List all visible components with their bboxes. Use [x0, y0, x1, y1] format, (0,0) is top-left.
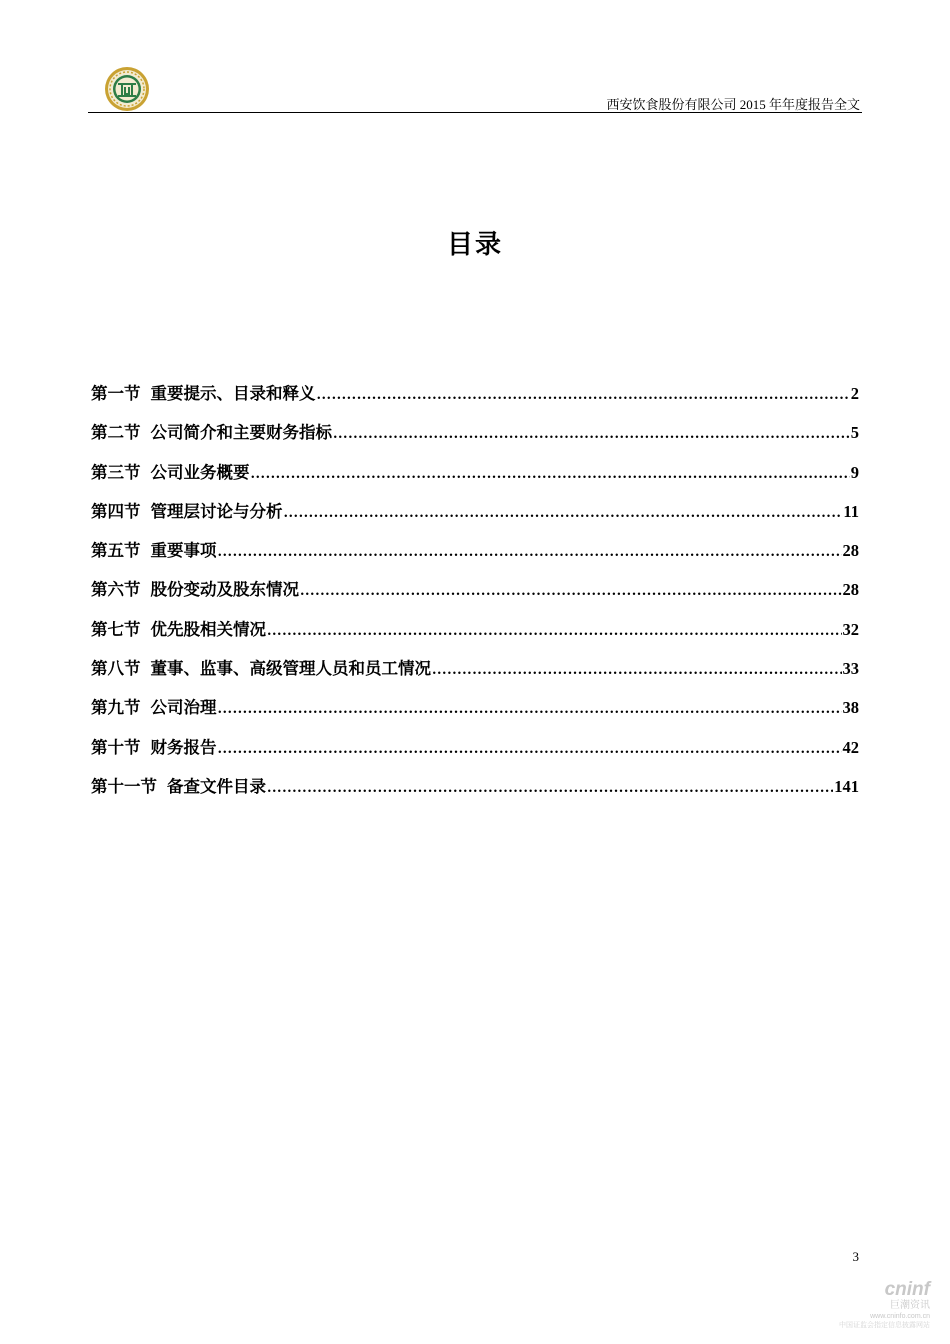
toc-section-title: 重要提示、目录和释义: [150, 384, 316, 403]
toc-dot-leader: [218, 545, 842, 560]
toc-entry[interactable]: [91, 380, 859, 419]
toc-entry[interactable]: [91, 498, 859, 537]
watermark-cn-name: 巨潮资讯: [890, 1300, 930, 1311]
watermark-url: www.cninfo.com.cn: [870, 1313, 930, 1320]
toc-entry[interactable]: [91, 734, 859, 773]
toc-section-title: 财务报告: [150, 737, 217, 757]
toc-entry[interactable]: [91, 694, 859, 733]
toc-section-number: 第四节: [91, 501, 141, 521]
toc-section-title: 公司业务概要: [150, 462, 250, 482]
toc-section-title: 公司治理: [150, 698, 217, 718]
toc-page-number: 141: [834, 776, 859, 796]
table-of-contents: [91, 380, 859, 812]
toc-section-number: 第九节: [91, 698, 141, 718]
toc-page-number: 9: [850, 462, 859, 482]
toc-dot-leader: [284, 506, 843, 521]
toc-section-number: 第八节: [91, 659, 141, 679]
toc-entry[interactable]: [91, 419, 859, 458]
cninfo-watermark: [820, 1280, 930, 1338]
toc-section-title: 公司简介和主要财务指标: [150, 423, 332, 443]
header-divider: [88, 112, 862, 113]
toc-page-number: 32: [842, 619, 859, 639]
toc-section-title: 优先股相关情况: [150, 619, 266, 639]
toc-dot-leader: [267, 624, 842, 639]
toc-section-title: 董事、监事、高级管理人员和员工情况: [150, 659, 431, 679]
toc-page-number: 11: [843, 501, 859, 521]
toc-page-number: 38: [842, 698, 859, 718]
toc-dot-leader: [251, 467, 850, 482]
toc-page-number: 33: [842, 659, 859, 679]
toc-section-title: 重要事项: [150, 541, 217, 561]
toc-section-number: 第七节: [91, 619, 141, 639]
toc-entry[interactable]: [91, 616, 859, 655]
toc-entry[interactable]: [91, 576, 859, 615]
toc-title: 目录: [446, 230, 503, 260]
toc-dot-leader: [317, 388, 850, 403]
toc-section-number: 第十一节: [91, 776, 157, 796]
page-number: 3: [852, 1249, 859, 1264]
toc-section-number: 第二节: [91, 423, 141, 443]
toc-entry[interactable]: [91, 773, 859, 812]
toc-section-number: 第十节: [91, 737, 141, 757]
toc-entry[interactable]: [91, 459, 859, 498]
toc-section-number: 第三节: [91, 462, 141, 482]
toc-dot-leader: [267, 781, 833, 796]
toc-section-number: 第六节: [91, 580, 141, 600]
toc-page-number: 2: [850, 384, 859, 403]
toc-entry[interactable]: [91, 655, 859, 694]
toc-page-number: 28: [842, 541, 859, 561]
watermark-brand: cninf: [884, 1279, 930, 1300]
toc-section-title: 股份变动及股东情况: [150, 580, 299, 600]
toc-dot-leader: [333, 427, 850, 442]
toc-dot-leader: [300, 584, 842, 599]
toc-dot-leader: [218, 702, 842, 717]
toc-section-title: 备查文件目录: [167, 776, 266, 796]
toc-page-number: 5: [850, 423, 859, 443]
toc-page-number: 42: [842, 737, 859, 757]
report-header-title: 西安饮食股份有限公司 2015 年年度报告全文: [606, 97, 860, 112]
toc-dot-leader: [218, 742, 842, 757]
toc-section-number: 第五节: [91, 541, 141, 561]
toc-entry[interactable]: [91, 537, 859, 576]
toc-section-title: 管理层讨论与分析: [150, 501, 283, 521]
toc-section-number: 第一节: [91, 384, 141, 403]
toc-page-number: 28: [842, 580, 859, 600]
watermark-subtitle: 中国证监会指定信息披露网站: [839, 1322, 930, 1329]
company-logo-icon: [104, 66, 150, 112]
toc-dot-leader: [432, 663, 842, 678]
